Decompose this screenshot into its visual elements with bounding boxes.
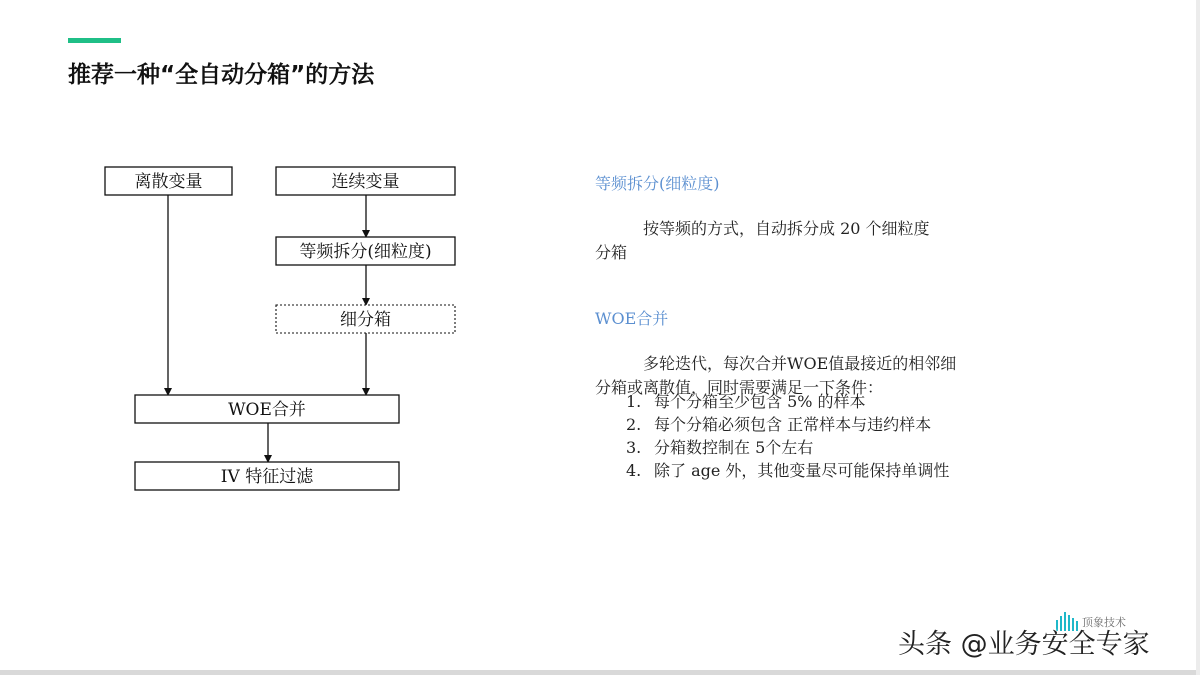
condition-number: 1. [626,392,642,411]
section-equal-freq-heading: 等频拆分(细粒度) [595,174,720,193]
slide-title: 推荐一种“全自动分箱”的方法 [68,62,375,88]
slide-right-edge [1196,0,1200,675]
connector-fine-bins-to-woe [362,333,370,396]
watermark: 头条 @业务安全专家 [898,629,1150,660]
section-woe-line1: 多轮迭代，每次合并WOE值最接近的相邻细 [643,354,957,373]
condition-text: 除了 age 外，其他变量尽可能保持单调性 [654,461,950,480]
connector-discrete-to-woe [164,195,172,396]
node-iv-filter-label: IV 特征过滤 [220,467,314,487]
connector-woe-to-iv [264,423,272,463]
slide-bottom-edge [0,670,1200,675]
company-logo-text: 顶象技术 [1082,616,1126,629]
node-discrete-variable [105,167,232,195]
node-continuous-variable [276,167,455,195]
section-woe-line2: 分箱或离散值，同时需要满足一下条件： [595,378,884,397]
condition-number: 2. [626,415,642,434]
node-discrete-label: 离散变量 [134,172,203,192]
condition-item [626,458,949,481]
node-equal-freq-label: 等频拆分(细粒度) [299,242,432,262]
node-fine-bins-label: 细分箱 [340,310,391,330]
condition-text: 分箱数控制在 5个左右 [654,438,814,457]
node-woe-merge [135,395,399,423]
node-iv-filter [135,462,399,490]
section-woe-heading: WOE合并 [595,309,669,328]
section-equal-freq-line1: 按等频的方式，自动拆分成 20 个细粒度 [643,219,930,238]
condition-number: 3. [626,438,642,457]
condition-item [626,412,931,435]
node-fine-bins [276,305,455,333]
condition-text: 每个分箱必须包含 正常样本与违约样本 [654,415,932,434]
condition-number: 4. [626,461,642,480]
node-equal-freq-split [276,237,455,265]
section-equal-freq-line2: 分箱 [595,243,628,262]
connector-equal-freq-to-fine-bins [362,265,370,306]
condition-item [626,435,813,458]
condition-item [626,389,866,412]
connector-continuous-to-equal-freq [362,195,370,238]
node-woe-merge-label: WOE合并 [228,400,306,420]
node-continuous-label: 连续变量 [331,172,400,192]
condition-text: 每个分箱至少包含 5% 的样本 [654,392,866,411]
